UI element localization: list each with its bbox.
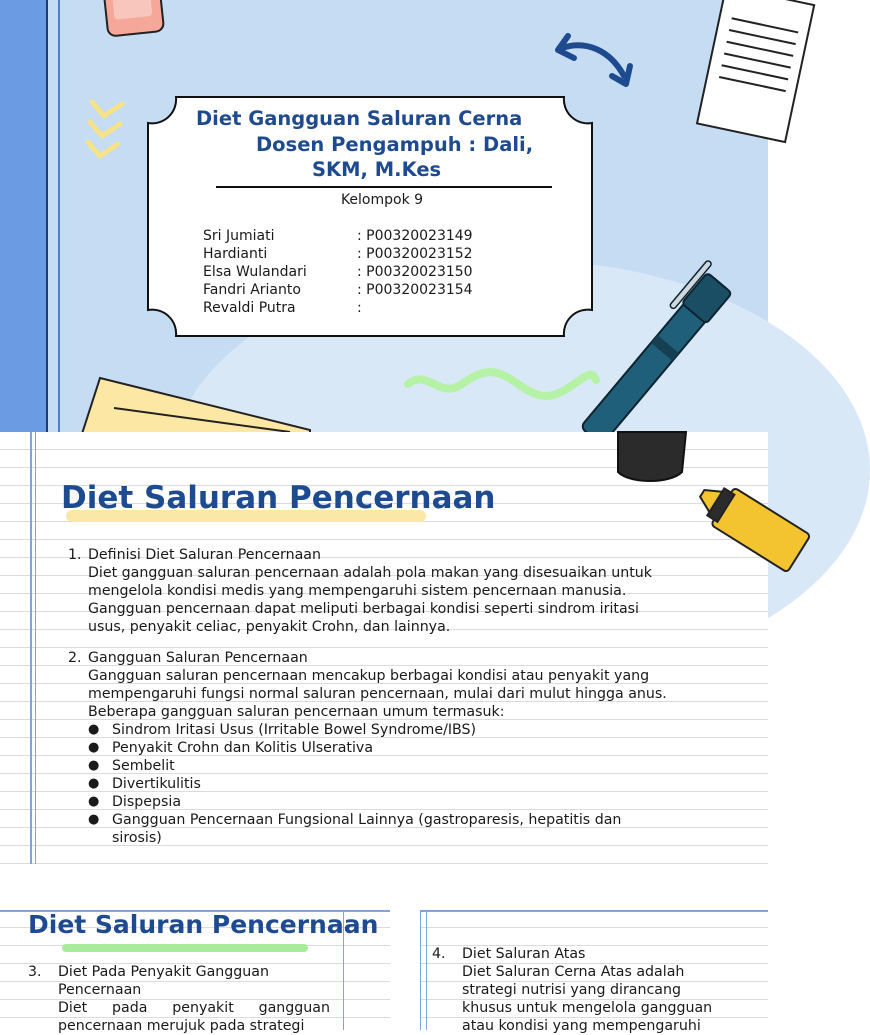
content-slide-1 bbox=[0, 432, 768, 864]
text-line: Gangguan pencernaan dapat meliputi berbagai kondisi seperti sindrom iritasi bbox=[88, 601, 639, 617]
list-number: 4. bbox=[432, 946, 446, 962]
member-row bbox=[203, 299, 473, 317]
member-row bbox=[203, 263, 473, 281]
title-line-2: Dosen Pengampuh : Dali, bbox=[256, 132, 534, 156]
left-column-text bbox=[28, 963, 330, 1035]
member-nim: : P00320023152 bbox=[357, 246, 473, 262]
presentation-title bbox=[146, 106, 594, 183]
bullet-icon: ● bbox=[88, 776, 100, 791]
page-margin-line bbox=[420, 910, 421, 1030]
right-column-text bbox=[432, 945, 732, 1035]
text-line: pencernaan merujuk pada strategi bbox=[58, 1018, 305, 1034]
group-label: Kelompok 9 bbox=[340, 192, 424, 208]
page-top-border bbox=[420, 910, 768, 912]
member-nim: : P00320023154 bbox=[357, 282, 473, 298]
slide-title: Diet Saluran Pencernaan bbox=[61, 480, 496, 516]
list-heading: Diet Saluran Atas bbox=[462, 946, 586, 962]
spine-border-inner bbox=[58, 0, 60, 432]
list-item bbox=[68, 649, 728, 847]
bullet-item bbox=[88, 811, 728, 847]
text-line: Diet Saluran Cerna Atas adalah bbox=[462, 964, 685, 980]
notebook-spine bbox=[0, 0, 46, 432]
text-line: mengelola kondisi medis yang mempengaruhi sistem pencernaan manusia. bbox=[88, 583, 627, 599]
spine-border bbox=[46, 0, 48, 432]
bullet-item: ● Dispepsia bbox=[88, 794, 182, 810]
bullet-icon: ● bbox=[88, 740, 100, 755]
list-item bbox=[432, 945, 732, 1035]
list-number: 2. bbox=[68, 650, 82, 666]
list-item bbox=[28, 963, 330, 1035]
title-line-3: SKM, M.Kes bbox=[312, 158, 442, 181]
margin-line bbox=[30, 432, 32, 864]
member-row bbox=[203, 227, 473, 245]
bullet-item: ● Penyakit Crohn dan Kolitis Ulserativa bbox=[88, 740, 374, 756]
member-nim: : bbox=[357, 300, 362, 316]
curved-arrow-icon bbox=[548, 30, 638, 90]
list-heading: Pencernaan bbox=[58, 982, 142, 998]
member-name: Revaldi Putra bbox=[203, 300, 296, 316]
bullet-item: ● Divertikulitis bbox=[88, 776, 201, 792]
content-slide-2 bbox=[0, 864, 768, 1034]
member-row bbox=[203, 281, 473, 299]
chevron-doodle-icon bbox=[82, 96, 130, 168]
bullet-icon: ● bbox=[88, 794, 100, 809]
list-heading: Definisi Diet Saluran Pencernaan bbox=[88, 547, 321, 563]
member-list bbox=[203, 227, 473, 317]
member-name: Hardianti bbox=[203, 246, 268, 262]
member-name: Fandri Arianto bbox=[203, 282, 301, 298]
sticky-note-icon bbox=[80, 370, 310, 440]
member-nim: : P00320023150 bbox=[357, 264, 473, 280]
bullet-icon: ● bbox=[88, 722, 100, 737]
title-divider bbox=[216, 186, 552, 188]
text-line: Beberapa gangguan saluran pencernaan umum termasuk: bbox=[88, 704, 505, 720]
text-line: mempengaruhi fungsi normal saluran pencernaan, mulai dari mulut hingga anus. bbox=[88, 686, 667, 702]
bullet-item: ● Sindrom Iritasi Usus (Irritable Bowel Syndrome/IBS) bbox=[88, 722, 477, 738]
text-line: strategi nutrisi yang dirancang bbox=[462, 982, 681, 998]
list-number: 3. bbox=[28, 964, 42, 980]
text-line: Diet gangguan saluran pencernaan adalah pola makan yang disesuaikan untuk bbox=[88, 565, 652, 581]
list-item bbox=[68, 546, 728, 636]
text-line: Diet pada penyakit gangguan bbox=[58, 1000, 330, 1016]
title-slide bbox=[0, 0, 768, 432]
member-nim: : P00320023149 bbox=[357, 228, 473, 244]
member-row bbox=[203, 245, 473, 263]
bullet-text-line: Gangguan Pencernaan Fungsional Lainnya (gastroparesis, hepatitis dan bbox=[112, 812, 622, 828]
bullet-icon: ● bbox=[88, 812, 100, 827]
eraser-icon bbox=[100, 0, 164, 44]
text-line: Gangguan saluran pencernaan mencakup berbagai kondisi atau penyakit yang bbox=[88, 668, 650, 684]
text-line: usus, penyakit celiac, penyakit Crohn, dan lainnya. bbox=[88, 619, 451, 635]
member-name: Sri Jumiati bbox=[203, 228, 275, 244]
slide-title: Diet Saluran Pencernaan bbox=[28, 910, 379, 939]
page-margin-line bbox=[426, 910, 427, 1030]
text-line: atau kondisi yang mempengaruhi bbox=[462, 1018, 701, 1034]
title-highlight bbox=[62, 944, 308, 952]
list-number: 1. bbox=[68, 547, 82, 563]
squiggle-doodle-icon bbox=[400, 366, 600, 406]
bullet-text-line: sirosis) bbox=[112, 830, 162, 846]
title-card bbox=[146, 95, 594, 338]
member-name: Elsa Wulandari bbox=[203, 264, 307, 280]
margin-line-inner bbox=[35, 432, 36, 864]
bullet-item: ● Sembelit bbox=[88, 758, 175, 774]
text-line: khusus untuk mengelola gangguan bbox=[462, 1000, 713, 1016]
bullet-icon: ● bbox=[88, 758, 100, 773]
title-line-1: Diet Gangguan Saluran Cerna bbox=[196, 107, 523, 130]
paper-sheet-icon bbox=[690, 0, 780, 140]
list-heading: Diet Pada Penyakit Gangguan bbox=[58, 964, 269, 980]
list-heading: Gangguan Saluran Pencernaan bbox=[88, 650, 308, 666]
slide-body bbox=[68, 546, 728, 847]
